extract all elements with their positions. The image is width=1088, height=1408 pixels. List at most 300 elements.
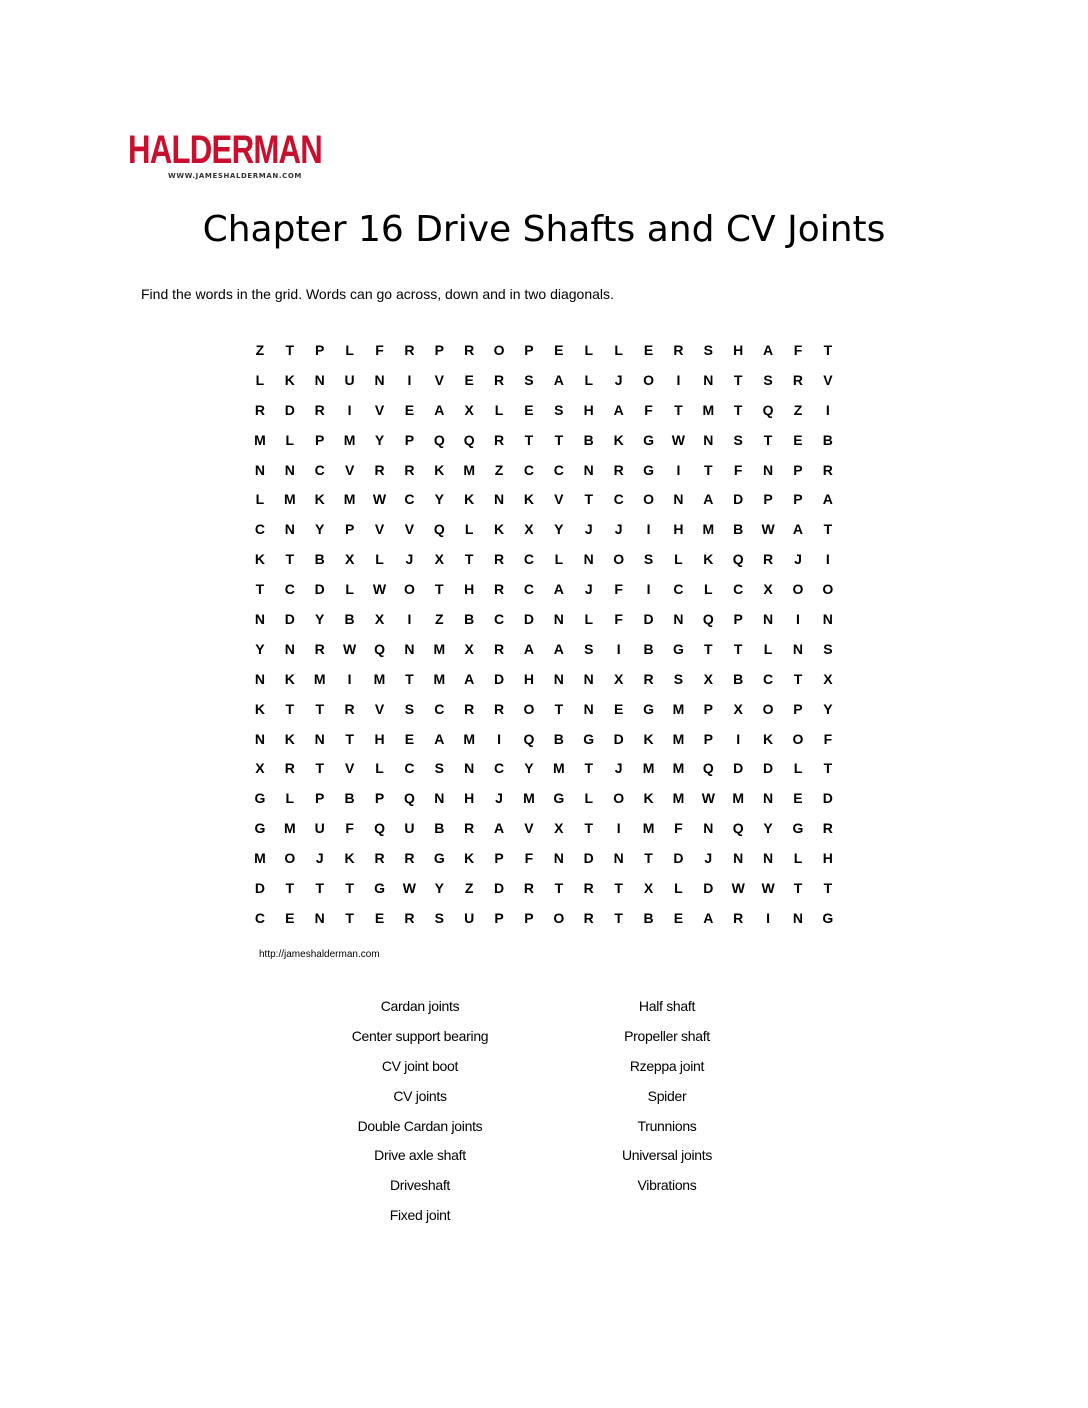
word-list-item: Half shaft <box>638 998 696 1014</box>
grid-letter: B <box>583 431 594 448</box>
grid-letter: R <box>494 371 505 388</box>
grid-letter: R <box>494 431 505 448</box>
grid-letter: W <box>671 431 686 448</box>
grid-letter: L <box>285 790 295 807</box>
grid-letter: M <box>672 790 685 807</box>
grid-letter: N <box>553 670 564 687</box>
grid-letter: M <box>702 401 715 418</box>
grid-letter: N <box>703 431 714 448</box>
grid-letter: N <box>374 371 385 388</box>
grid-letter: S <box>434 909 444 926</box>
grid-letter: T <box>285 342 295 358</box>
grid-letter: T <box>285 551 295 568</box>
grid-letter: E <box>404 401 415 418</box>
grid-letter: G <box>822 909 834 926</box>
grid-letter: A <box>792 521 804 538</box>
grid-letter: C <box>434 700 445 717</box>
grid-letter: L <box>674 551 683 568</box>
grid-letter: K <box>434 461 445 478</box>
grid-letter: S <box>733 431 743 448</box>
grid-letter: S <box>763 371 773 388</box>
grid-letter: B <box>643 909 654 926</box>
word-list-left <box>290 997 550 1236</box>
grid-letter: V <box>344 461 355 478</box>
grid-letter: H <box>374 730 385 747</box>
grid-row <box>245 579 843 609</box>
grid-letter: D <box>822 790 833 807</box>
grid-letter: I <box>766 909 771 926</box>
grid-letter: C <box>404 491 415 508</box>
grid-letter: T <box>733 640 743 657</box>
word-list-right <box>537 997 797 1206</box>
grid-letter: Q <box>374 640 385 657</box>
grid-letter: Z <box>464 880 474 897</box>
grid-letter: X <box>823 670 833 687</box>
grid-letter: C <box>763 670 774 687</box>
grid-letter: T <box>584 820 594 837</box>
grid-row <box>245 340 843 370</box>
grid-letter: I <box>616 640 621 657</box>
grid-letter: D <box>673 850 684 867</box>
grid-letter: V <box>374 401 385 418</box>
grid-letter: R <box>314 640 325 657</box>
grid-letter: A <box>613 401 624 418</box>
grid-letter: A <box>553 371 564 388</box>
grid-letter: V <box>434 371 444 388</box>
grid-letter: X <box>613 670 624 687</box>
grid-letter: T <box>255 581 265 598</box>
grid-letter: D <box>494 670 505 687</box>
grid-letter: Q <box>403 790 415 807</box>
word-list-item: Center support bearing <box>351 1027 489 1044</box>
grid-letter: R <box>464 700 475 717</box>
grid-letter: T <box>464 551 474 568</box>
grid-letter: C <box>523 461 535 478</box>
grid-letter: O <box>553 909 565 926</box>
grid-letter: S <box>584 640 594 657</box>
grid-letter: R <box>374 461 385 478</box>
grid-letter: E <box>793 790 803 807</box>
grid-letter: U <box>314 820 325 837</box>
grid-letter: T <box>554 880 564 897</box>
grid-letter: S <box>643 551 654 568</box>
grid-letter: D <box>583 850 594 867</box>
grid-letter: B <box>464 611 475 628</box>
grid-letter: M <box>672 730 685 747</box>
grid-letter: D <box>254 880 265 897</box>
grid-letter: K <box>254 700 265 717</box>
grid-letter: T <box>285 880 295 897</box>
grid-letter: N <box>763 611 774 628</box>
grid-letter: N <box>583 670 594 687</box>
grid-letter: F <box>674 820 683 837</box>
grid-letter: J <box>584 521 593 538</box>
grid-letter: L <box>793 850 803 867</box>
grid-letter: A <box>703 491 714 508</box>
instructions: Find the words in the grid. Words can go across, down and in two diagonals. <box>141 286 614 302</box>
grid-letter: R <box>404 461 415 478</box>
grid-letter: K <box>494 521 505 538</box>
grid-letter: R <box>494 551 505 568</box>
grid-letter: W <box>731 880 745 897</box>
grid-letter: T <box>554 431 564 448</box>
grid-letter: A <box>494 820 505 837</box>
grid-letter: K <box>523 491 535 508</box>
grid-letter: V <box>404 521 415 538</box>
grid-letter: N <box>284 640 295 657</box>
grid-letter: D <box>284 401 295 418</box>
grid-letter: T <box>614 909 623 926</box>
grid-letter: Y <box>315 611 325 628</box>
grid-letter: E <box>643 342 654 358</box>
grid-letter: O <box>762 700 774 717</box>
grid-letter: M <box>373 670 386 687</box>
grid-letter: J <box>614 371 623 388</box>
grid-letter: P <box>374 790 385 807</box>
grid-letter: R <box>733 909 744 926</box>
grid-letter: H <box>733 342 744 358</box>
grid-letter: P <box>793 491 803 508</box>
grid-letter: I <box>796 611 800 628</box>
grid-letter: S <box>703 342 713 358</box>
grid-letter: K <box>703 551 714 568</box>
grid-letter: O <box>792 730 804 747</box>
grid-letter: B <box>314 551 325 568</box>
grid-letter: T <box>524 431 534 448</box>
grid-letter: L <box>793 760 803 777</box>
grid-letter: L <box>464 521 474 538</box>
grid-letter: R <box>792 371 804 388</box>
grid-row <box>245 878 843 908</box>
grid-letter: M <box>284 820 296 837</box>
grid-letter: N <box>254 730 265 747</box>
grid-letter: R <box>284 760 295 777</box>
grid-row <box>245 370 843 400</box>
grid-letter: N <box>284 461 295 478</box>
grid-letter: M <box>343 431 356 448</box>
grid-letter: G <box>643 431 654 448</box>
grid-letter: S <box>404 700 415 717</box>
grid-letter: J <box>405 551 414 568</box>
grid-letter: H <box>464 790 475 807</box>
grid-letter: M <box>553 760 565 777</box>
grid-letter: M <box>672 760 685 777</box>
grid-letter: R <box>763 551 774 568</box>
grid-letter: N <box>254 461 265 478</box>
grid-letter: H <box>523 670 535 687</box>
grid-letter: B <box>643 640 654 657</box>
grid-row <box>245 639 843 669</box>
grid-letter: S <box>673 670 684 687</box>
grid-letter: E <box>793 431 803 448</box>
grid-letter: M <box>702 521 715 538</box>
grid-letter: T <box>285 700 295 717</box>
grid-letter: Q <box>374 820 385 837</box>
word-list-item: Cardan joints <box>380 998 460 1014</box>
grid-row <box>245 549 843 579</box>
grid-letter: C <box>733 581 744 598</box>
grid-letter: T <box>315 880 324 897</box>
grid-letter: D <box>494 880 505 897</box>
grid-letter: F <box>614 581 623 598</box>
grid-letter: V <box>374 521 385 538</box>
grid-letter: Z <box>793 401 803 418</box>
grid-letter: Q <box>702 611 714 628</box>
grid-row <box>245 908 843 938</box>
grid-letter: T <box>345 880 354 897</box>
grid-letter: D <box>523 611 535 628</box>
grid-row <box>245 489 843 519</box>
grid-letter: Q <box>762 401 774 418</box>
grid-letter: R <box>494 700 505 717</box>
grid-letter: G <box>254 820 266 837</box>
grid-letter: M <box>642 760 655 777</box>
grid-letter: K <box>344 850 355 867</box>
grid-letter: Y <box>434 491 444 508</box>
grid-letter: Y <box>255 640 265 657</box>
grid-letter: P <box>524 342 534 358</box>
grid-row <box>245 400 843 430</box>
grid-letter: L <box>375 551 384 568</box>
grid-letter: J <box>495 790 503 807</box>
grid-letter: T <box>704 461 713 478</box>
grid-letter: G <box>643 461 654 478</box>
grid-letter: A <box>523 640 535 657</box>
grid-letter: G <box>433 850 445 867</box>
grid-letter: J <box>794 551 802 568</box>
grid-letter: W <box>402 880 416 897</box>
grid-letter: I <box>825 401 830 418</box>
grid-letter: X <box>464 640 474 657</box>
grid-letter: L <box>704 581 713 598</box>
grid-letter: V <box>554 491 564 508</box>
grid-letter: T <box>315 760 324 777</box>
grid-letter: T <box>733 401 743 418</box>
grid-letter: O <box>523 700 535 717</box>
grid-letter: O <box>643 491 654 508</box>
grid-letter: C <box>254 909 265 926</box>
grid-letter: B <box>434 820 445 837</box>
grid-letter: F <box>375 342 384 358</box>
grid-letter: Q <box>523 730 535 747</box>
word-list-item: Drive axle shaft <box>374 1147 466 1164</box>
grid-letter: U <box>344 371 355 388</box>
grid-letter: W <box>761 521 775 538</box>
grid-letter: Y <box>823 700 833 717</box>
grid-letter: O <box>643 371 654 388</box>
grid-letter: N <box>464 760 475 777</box>
word-list-item: Vibrations <box>637 1177 697 1194</box>
grid-letter: P <box>793 700 803 717</box>
grid-letter: M <box>254 431 266 448</box>
grid-letter: N <box>792 640 804 657</box>
grid-letter: L <box>674 880 683 897</box>
grid-letter: I <box>676 461 681 478</box>
grid-letter: O <box>403 581 415 598</box>
grid-letter: N <box>434 790 445 807</box>
grid-letter: Q <box>702 760 714 777</box>
grid-letter: S <box>823 640 833 657</box>
grid-letter: A <box>553 640 564 657</box>
grid-letter: Z <box>255 342 265 358</box>
grid-letter: R <box>494 640 505 657</box>
grid-letter: Y <box>434 880 444 897</box>
grid-letter: N <box>314 730 325 747</box>
grid-letter: D <box>733 760 744 777</box>
grid-letter: G <box>254 790 266 807</box>
grid-letter: N <box>673 611 684 628</box>
grid-letter: M <box>254 850 266 867</box>
grid-letter: E <box>285 909 295 926</box>
grid-letter: G <box>643 700 654 717</box>
grid-letter: I <box>407 611 412 628</box>
grid-letter: T <box>823 342 833 358</box>
grid-letter: N <box>583 551 594 568</box>
grid-letter: E <box>673 909 684 926</box>
grid-letter: R <box>822 461 833 478</box>
grid-letter: E <box>613 700 624 717</box>
grid-letter: P <box>344 521 355 538</box>
grid-letter: G <box>553 790 565 807</box>
word-list-item: Double Cardan joints <box>357 1117 483 1134</box>
grid-letter: L <box>345 342 354 358</box>
grid-letter: A <box>822 491 833 508</box>
grid-row <box>245 519 843 549</box>
grid-letter: I <box>825 551 830 568</box>
grid-letter: W <box>701 790 715 807</box>
grid-letter: D <box>643 611 654 628</box>
grid-letter: E <box>524 401 534 418</box>
grid-letter: C <box>314 461 325 478</box>
grid-letter: J <box>614 521 623 538</box>
grid-letter: G <box>792 820 804 837</box>
grid-letter: R <box>643 670 654 687</box>
grid-letter: C <box>404 760 415 777</box>
grid-letter: C <box>254 521 265 538</box>
grid-letter: T <box>614 880 623 897</box>
grid-letter: W <box>761 880 775 897</box>
grid-letter: K <box>643 790 654 807</box>
grid-row <box>245 430 843 460</box>
word-list-item: CV joints <box>393 1087 447 1104</box>
grid-letter: N <box>553 850 564 867</box>
grid-letter: S <box>554 401 564 418</box>
grid-letter: F <box>614 611 623 628</box>
halderman-logo <box>128 128 323 180</box>
grid-letter: A <box>434 401 445 418</box>
grid-letter: X <box>763 581 773 598</box>
grid-letter: P <box>434 342 444 358</box>
grid-letter: Q <box>433 521 445 538</box>
grid-letter: F <box>823 730 833 747</box>
grid-letter: X <box>554 820 564 837</box>
grid-letter: K <box>464 850 475 867</box>
grid-letter: N <box>314 371 325 388</box>
grid-row <box>245 699 843 729</box>
grid-letter: C <box>523 581 535 598</box>
grid-letter: P <box>315 790 325 807</box>
grid-letter: X <box>255 760 265 777</box>
grid-letter: N <box>792 909 804 926</box>
grid-letter: D <box>284 611 295 628</box>
grid-letter: X <box>643 880 654 897</box>
grid-letter: R <box>344 700 355 717</box>
grid-letter: P <box>703 730 713 747</box>
grid-letter: R <box>673 342 684 358</box>
grid-letter: B <box>733 521 744 538</box>
grid-letter: T <box>644 850 653 867</box>
grid-letter: H <box>673 521 684 538</box>
grid-letter: T <box>315 700 324 717</box>
word-list-item: Driveshaft <box>389 1177 451 1194</box>
grid-letter: M <box>284 491 296 508</box>
grid-letter: I <box>347 670 352 687</box>
grid-letter: G <box>374 880 385 897</box>
grid-letter: I <box>347 401 352 418</box>
grid-letter: I <box>407 371 412 388</box>
grid-letter: T <box>345 730 354 747</box>
grid-letter: R <box>613 461 624 478</box>
grid-letter: R <box>254 401 265 418</box>
grid-letter: V <box>344 760 355 777</box>
grid-letter: K <box>314 491 325 508</box>
grid-letter: Q <box>433 431 445 448</box>
grid-letter: Y <box>554 521 564 538</box>
grid-letter: B <box>822 431 833 448</box>
grid-letter: J <box>614 760 623 777</box>
grid-letter: T <box>584 491 594 508</box>
grid-letter: M <box>433 640 446 657</box>
grid-letter: R <box>464 342 475 358</box>
grid-letter: A <box>434 730 445 747</box>
grid-letter: T <box>733 371 743 388</box>
grid-letter: A <box>553 581 564 598</box>
grid-letter: V <box>823 371 833 388</box>
grid-letter: Y <box>524 760 534 777</box>
grid-letter: D <box>763 760 774 777</box>
grid-letter: N <box>314 909 325 926</box>
grid-letter: V <box>374 700 385 717</box>
grid-row <box>245 669 843 699</box>
grid-letter: N <box>763 850 774 867</box>
grid-letter: I <box>676 371 681 388</box>
grid-row <box>245 788 843 818</box>
grid-letter: D <box>613 730 624 747</box>
grid-letter: R <box>314 401 325 418</box>
grid-letter: O <box>613 790 625 807</box>
grid-letter: I <box>497 730 502 747</box>
grid-letter: N <box>703 371 714 388</box>
grid-letter: B <box>733 670 744 687</box>
grid-letter: C <box>284 581 295 598</box>
grid-letter: L <box>584 790 594 807</box>
grid-letter: B <box>344 790 355 807</box>
grid-letter: L <box>375 760 384 777</box>
word-list-item: Propeller shaft <box>624 1027 710 1044</box>
grid-letter: E <box>464 371 474 388</box>
grid-letter: F <box>524 850 534 867</box>
grid-letter: N <box>583 461 594 478</box>
grid-letter: B <box>344 611 355 628</box>
grid-letter: C <box>523 551 535 568</box>
grid-letter: L <box>285 431 295 448</box>
grid-letter: K <box>284 670 295 687</box>
grid-letter: Q <box>732 820 744 837</box>
grid-letter: F <box>733 461 743 478</box>
grid-letter: Y <box>763 820 773 837</box>
grid-letter: G <box>672 640 684 657</box>
grid-letter: P <box>315 342 325 358</box>
